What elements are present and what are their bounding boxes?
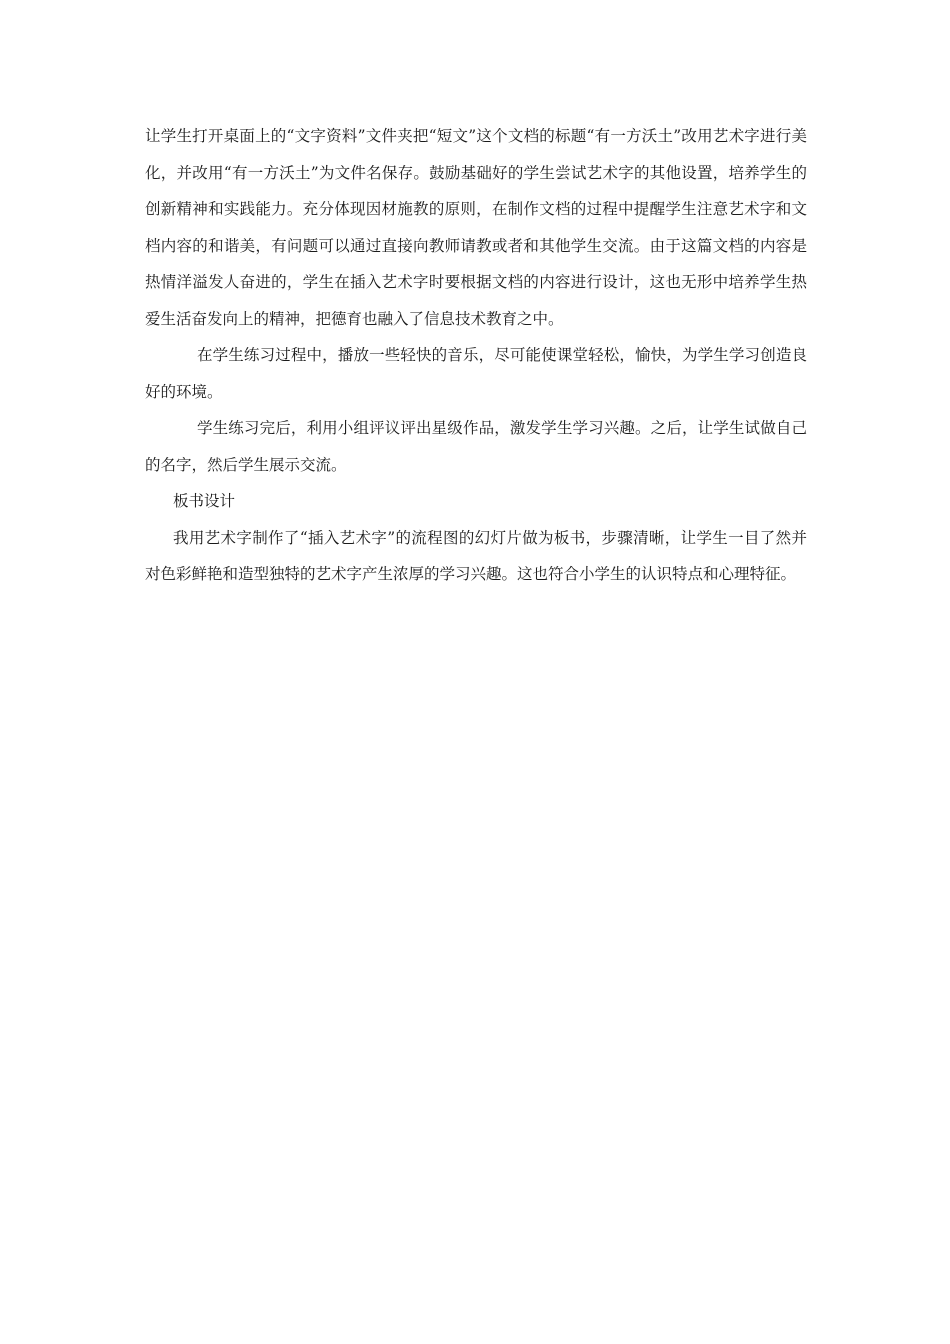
paragraph-practice-task: 让学生打开桌面上的“文字资料”文件夹把“短文”这个文档的标题“有一方沃土”改用艺术字进行美化，并改用“有一方沃土”为文件名保存。鼓励基础好的学生尝试艺术字的其他设置，培养学生的创新精神和实践能力。充分体现因材施教的原则，在制作文档的过程中提醒学生注意艺术字和文档内容的和谐美，有问题可以通过直接向教师请教或者和其他学生交流。由于这篇文档的内容是热情洋溢发人奋进的，学生在插入艺术字时要根据文档的内容进行设计，这也无形中培养学生热爱生活奋发向上的精神，把德育也融入了信息技术教育之中。 [145,127,807,328]
document-body [145,118,807,593]
paragraph-evaluation: 学生练习完后，利用小组评议评出星级作品，激发学生学习兴趣。之后，让学生试做自己的名字，然后学生展示交流。 [145,419,807,474]
section-heading-blackboard-design: 板书设计 [173,492,236,510]
paragraph-music: 在学生练习过程中，播放一些轻快的音乐，尽可能使课堂轻松，愉快，为学生学习创造良好的环境。 [145,346,807,401]
paragraph-blackboard-design: 我用艺术字制作了“插入艺术字”的流程图的幻灯片做为板书，步骤清晰，让学生一目了然并对色彩鲜艳和造型独特的艺术字产生浓厚的学习兴趣。这也符合小学生的认识特点和心理特征。 [145,528,807,583]
